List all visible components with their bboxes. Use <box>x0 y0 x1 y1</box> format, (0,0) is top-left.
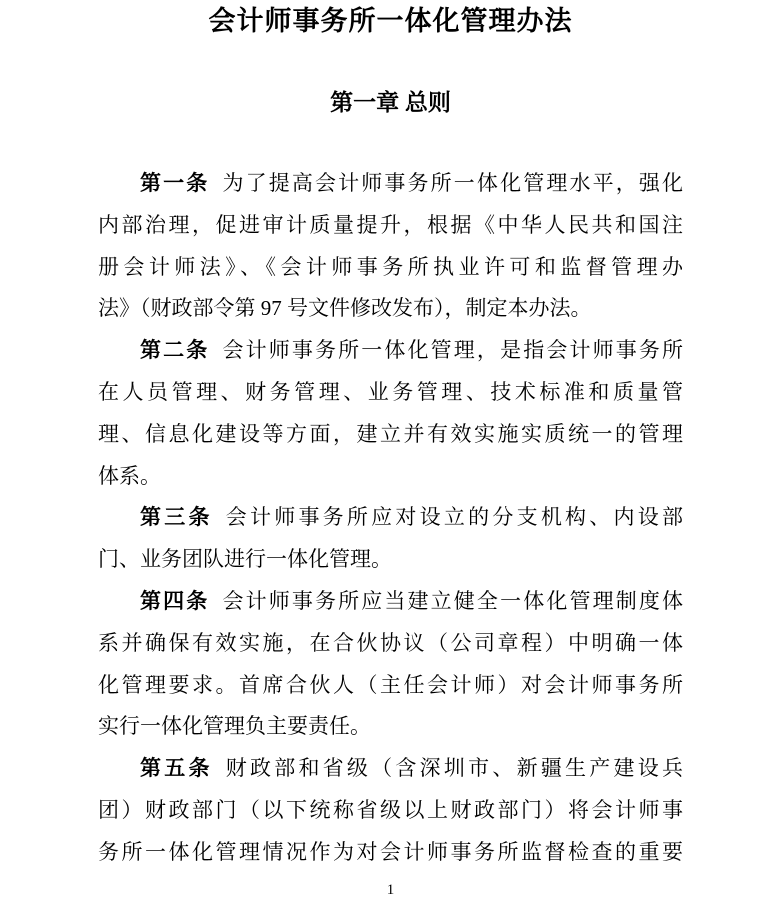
paragraph-line: 理、信息化建设等方面，建立并有效实施实质统一的管理 <box>98 421 683 446</box>
paragraph-line: 体系。 <box>98 463 161 488</box>
article-label: 第三条 <box>140 505 213 530</box>
article-label: 第二条 <box>140 338 210 363</box>
line-text: 财政部和省级（含深圳市、新疆生产建设兵 <box>225 756 684 781</box>
chapter-heading: 第一章 总则 <box>330 90 451 115</box>
paragraph-line: 化管理要求。首席合伙人（主任会计师）对会计师事务所 <box>98 672 683 697</box>
paragraph-line: 法》（财政部令第 97 号文件修改发布），制定本办法。 <box>98 296 592 321</box>
paragraph-line: 实行一体化管理负主要责任。 <box>98 714 371 739</box>
paragraph-line <box>98 163 683 205</box>
paragraph-line <box>98 330 683 372</box>
paragraph-line: 内部治理，促进审计质量提升，根据《中华人民共和国注 <box>98 212 683 237</box>
paragraph-line: 系并确保有效实施，在合伙协议（公司章程）中明确一体 <box>98 630 683 655</box>
article-label: 第四条 <box>140 588 210 613</box>
page-number: 1 <box>386 882 395 898</box>
document-title: 会计师事务所一体化管理办法 <box>208 6 573 36</box>
line-text: 会计师事务所一体化管理，是指会计师事务所 <box>222 338 684 363</box>
paragraph-line: 在人员管理、财务管理、业务管理、技术标准和质量管 <box>98 379 683 404</box>
paragraph-line: 册会计师法》、《会计师事务所执业许可和监督管理办 <box>98 254 683 279</box>
paragraph-line <box>98 581 683 623</box>
paragraph-line: 门、业务团队进行一体化管理。 <box>98 547 392 572</box>
document-body <box>98 163 683 874</box>
article-label: 第五条 <box>140 756 213 781</box>
article-label: 第一条 <box>140 171 210 195</box>
paragraph-line <box>98 497 683 539</box>
paragraph-line <box>98 748 683 790</box>
line-text: 会计师事务所应对设立的分支机构、内设部 <box>225 505 684 530</box>
line-text: 为了提高会计师事务所一体化管理水平，强化 <box>222 171 684 195</box>
line-text: 会计师事务所应当建立健全一体化管理制度体 <box>222 588 684 613</box>
paragraph-line: 团）财政部门（以下统称省级以上财政部门）将会计师事 <box>98 797 683 822</box>
paragraph-line: 务所一体化管理情况作为对会计师事务所监督检查的重要 <box>98 839 683 864</box>
